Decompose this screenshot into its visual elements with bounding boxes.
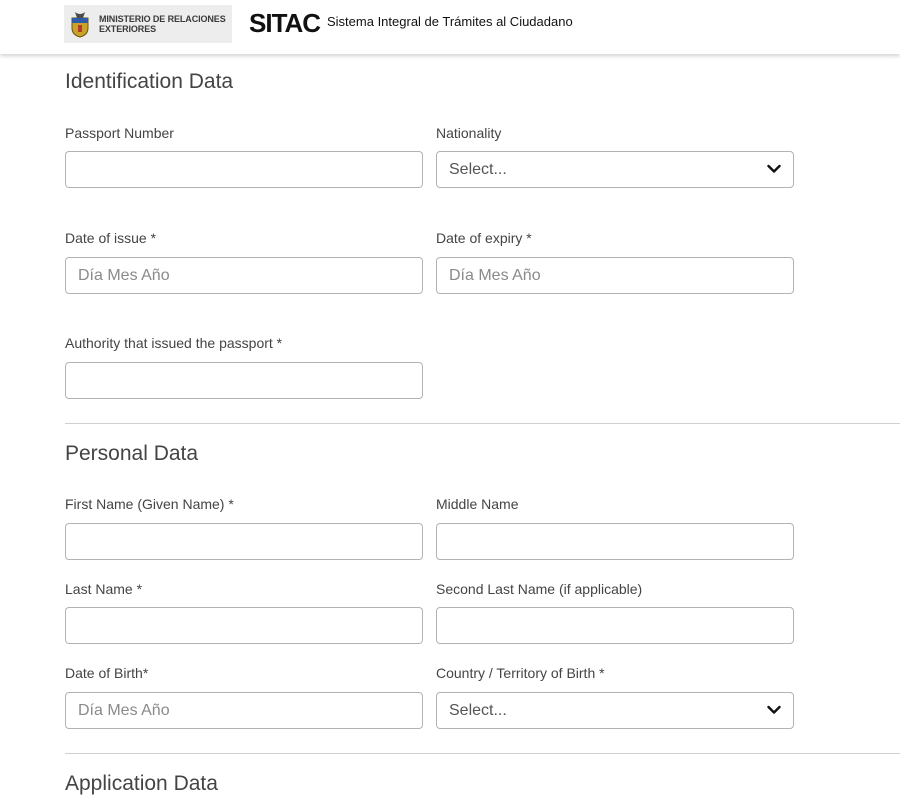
chevron-down-icon [767, 164, 781, 174]
app-subtitle: Sistema Integral de Trámites al Ciudadano [327, 14, 573, 29]
country-of-birth-label: Country / Territory of Birth * [436, 665, 605, 681]
nationality-select[interactable] [436, 151, 794, 188]
last-name-label: Last Name * [65, 581, 143, 597]
chevron-down-icon [767, 705, 781, 715]
authority-label: Authority that issued the passport * [65, 335, 283, 351]
first-name-input[interactable] [66, 524, 422, 559]
coat-of-arms-icon [69, 10, 91, 38]
second-last-name-field[interactable] [436, 607, 794, 644]
section-title-application: Application Data [65, 772, 218, 795]
authority-field[interactable] [65, 362, 423, 399]
date-of-expiry-input[interactable] [437, 258, 793, 293]
section-divider [65, 753, 900, 754]
second-last-name-label: Second Last Name (if applicable) [436, 581, 643, 597]
middle-name-input[interactable] [437, 524, 793, 559]
section-title-personal: Personal Data [65, 442, 199, 465]
second-last-name-input[interactable] [437, 608, 793, 643]
section-title-identification: Identification Data [65, 70, 234, 93]
passport-number-input[interactable] [66, 152, 422, 187]
date-of-birth-label: Date of Birth* [65, 665, 149, 681]
date-of-birth-input[interactable] [66, 693, 422, 728]
country-of-birth-select[interactable] [436, 692, 794, 729]
ministry-name-line2: EXTERIORES [99, 24, 157, 34]
ministry-name [99, 14, 226, 34]
date-of-expiry-field[interactable] [436, 257, 794, 294]
middle-name-field[interactable] [436, 523, 794, 560]
ministry-logo[interactable] [64, 5, 232, 43]
last-name-input[interactable] [66, 608, 422, 643]
last-name-field[interactable] [65, 607, 423, 644]
nationality-select-value: Select... [449, 161, 507, 178]
authority-input[interactable] [66, 363, 422, 398]
country-of-birth-select-value: Select... [449, 702, 507, 719]
section-divider [65, 423, 900, 424]
ministry-name-line1: MINISTERIO DE RELACIONES [99, 14, 226, 24]
date-of-issue-field[interactable] [65, 257, 423, 294]
passport-number-label: Passport Number [65, 125, 174, 141]
top-header [0, 0, 900, 54]
app-title[interactable]: SITAC [249, 8, 321, 38]
middle-name-label: Middle Name [436, 496, 519, 512]
date-of-birth-field[interactable] [65, 692, 423, 729]
date-of-issue-label: Date of issue * [65, 230, 157, 246]
date-of-expiry-label: Date of expiry * [436, 230, 532, 246]
first-name-field[interactable] [65, 523, 423, 560]
first-name-label: First Name (Given Name) * [65, 496, 234, 512]
passport-number-field[interactable] [65, 151, 423, 188]
date-of-issue-input[interactable] [66, 258, 422, 293]
nationality-label: Nationality [436, 125, 502, 141]
